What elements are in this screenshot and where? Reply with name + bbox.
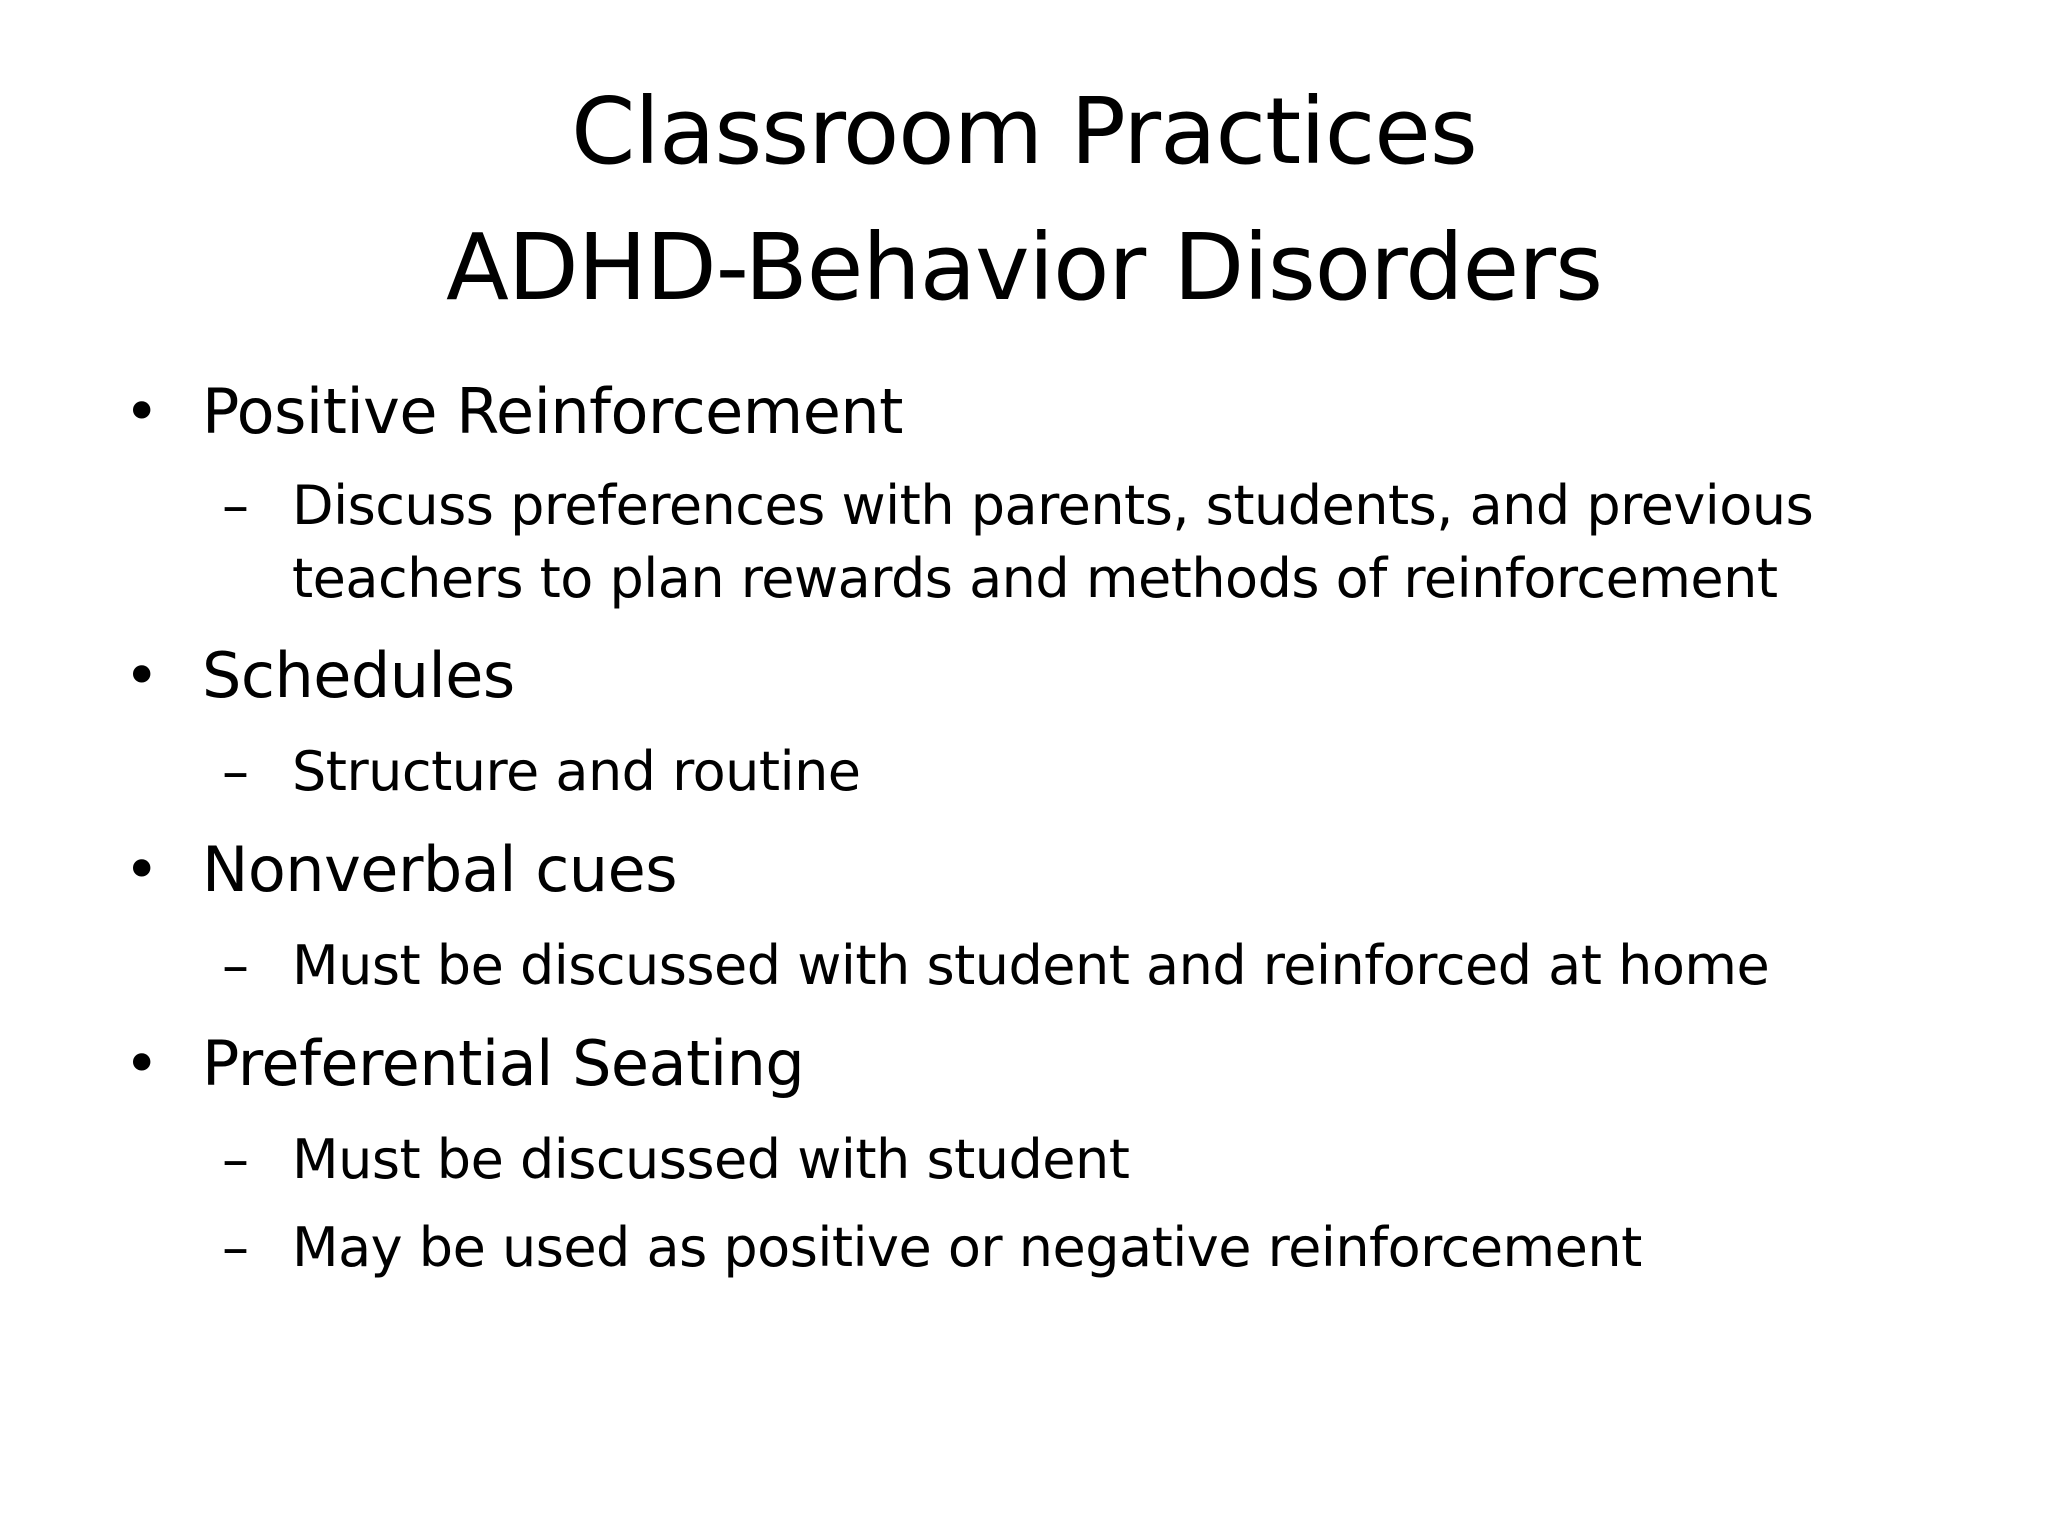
en-dash-icon: – bbox=[222, 1128, 249, 1191]
bullet-text: Preferential Seating bbox=[202, 1027, 805, 1100]
bullet-dot-icon: • bbox=[124, 641, 160, 711]
slide-title-line-2: ADHD-Behavior Disorders bbox=[445, 214, 1603, 321]
bullet-text: Nonverbal cues bbox=[202, 833, 678, 906]
bullet-dot-icon: • bbox=[124, 377, 160, 447]
bullet-dot-icon: • bbox=[124, 1029, 160, 1099]
en-dash-icon: – bbox=[222, 1216, 249, 1279]
bullet-text: Positive Reinforcement bbox=[202, 375, 903, 448]
en-dash-icon: – bbox=[222, 474, 249, 537]
sub-bullet-text: Discuss preferences with parents, students, and previous bbox=[292, 474, 1814, 537]
slide-title-line-1: Classroom Practices bbox=[571, 78, 1477, 185]
sub-bullet-text: Must be discussed with student bbox=[292, 1128, 1130, 1191]
en-dash-icon: – bbox=[222, 740, 249, 803]
sub-bullet-text: Structure and routine bbox=[292, 740, 861, 803]
sub-bullet-text: May be used as positive or negative reinforcement bbox=[292, 1216, 1642, 1279]
bullet-dot-icon: • bbox=[124, 835, 160, 905]
en-dash-icon: – bbox=[222, 934, 249, 997]
bullet-text: Schedules bbox=[202, 639, 515, 712]
sub-bullet-text: Must be discussed with student and reinforced at home bbox=[292, 934, 1770, 997]
sub-bullet-text: teachers to plan rewards and methods of reinforcement bbox=[292, 547, 1778, 610]
